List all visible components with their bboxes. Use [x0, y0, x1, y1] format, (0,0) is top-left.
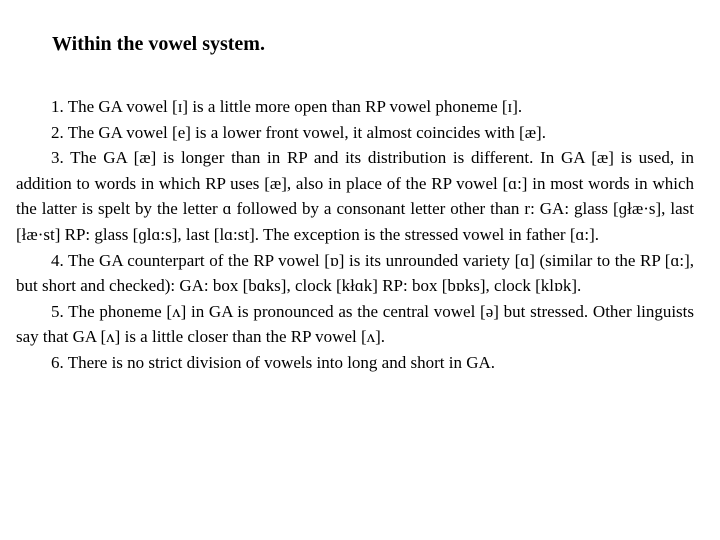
slide-title: Within the vowel system.: [52, 33, 265, 55]
paragraph-2: 2. The GA vowel [e] is a lower front vowel, it almost coincides with [æ].: [51, 122, 546, 142]
paragraph-5: 5. The phoneme [ʌ] in GA is pronounced as the central vowel [ə] but stressed. Other linguists say that GA [ʌ] is a little closer than the RP vowel [ʌ].: [16, 301, 694, 347]
paragraph-1: 1. The GA vowel [ɪ] is a little more open than RP vowel phoneme [ɪ].: [51, 97, 523, 116]
slide-body: [16, 94, 694, 376]
paragraph-3: 3. The GA [æ] is longer than in RP and its distribution is different. In GA [æ] is used, in addition to words in which RP uses [æ], also in place of the RP vowel [ɑ:] in most words in which the latter is spelt by the letter ɑ followed by a consonant letter other than r: GA: glass [ɡłæ·s], last [łæ·st] RP: glass [ɡlɑ:s], last [lɑ:st]. The exception is the stressed vowel in father [ɑ:].: [16, 148, 694, 244]
paragraph-6: 6. There is no strict division of vowels into long and short in GA.: [51, 352, 496, 372]
paragraph-4: 4. The GA counterpart of the RP vowel [ɒ] is its unrounded variety [ɑ] (similar to the RP [ɑ:], but short and checked): GA: box [bɑks], clock [kłɑk] RP: box [bɒks], clock [klɒk].: [16, 250, 694, 296]
